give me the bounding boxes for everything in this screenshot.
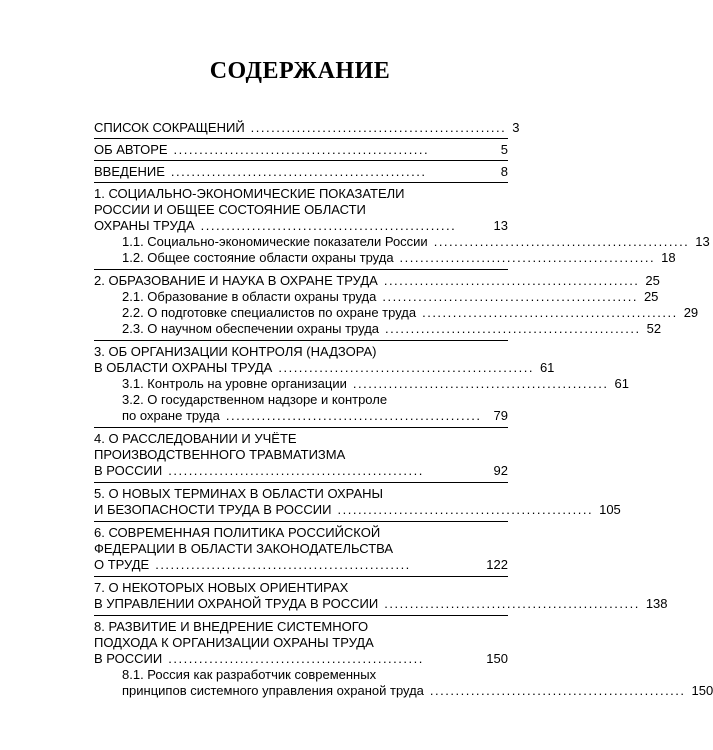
- toc-chapter-5: [94, 486, 621, 518]
- toc-entry-chapter-8[interactable]: [94, 619, 508, 667]
- toc-chapter-3: [94, 344, 629, 424]
- dot-leader: ..................................................: [429, 683, 686, 698]
- toc-entry-title: 2.1. Образование в области охраны труда: [122, 289, 377, 304]
- toc-chapter-4: [94, 431, 508, 479]
- toc-entry-title: 1.2. Общее состояние области охраны труда: [122, 250, 394, 265]
- toc-page-number: 52: [646, 321, 662, 336]
- dot-leader: ..................................................: [225, 408, 482, 423]
- toc-chapter-7: [94, 580, 668, 612]
- toc-chapter-8: [94, 619, 713, 699]
- toc-entry-title: 2.2. О подготовке специалистов по охране труда: [122, 305, 417, 320]
- dot-leader: ..................................................: [168, 651, 424, 666]
- dot-leader: ..................................................: [170, 164, 427, 179]
- toc-entry-title-last-line: В РОССИИ: [94, 651, 163, 666]
- toc-entry-3-2[interactable]: [94, 392, 508, 424]
- toc-entry-title-last-line: В ОБЛАСТИ ОХРАНЫ ТРУДА: [94, 360, 273, 375]
- dot-leader: ..................................................: [433, 234, 690, 249]
- toc-page-number: 122: [486, 557, 508, 572]
- toc-page-number: 13: [695, 234, 710, 249]
- dot-leader: ..................................................: [250, 120, 507, 135]
- toc-entry-title: 6. СОВРЕМЕННАЯ ПОЛИТИКА РОССИЙСКОЙ ФЕДЕРАЦИИ В ОБЛАСТИ ЗАКОНОДАТЕЛЬСТВА: [94, 525, 394, 556]
- dot-leader: ..................................................: [173, 142, 430, 157]
- dot-leader: ..................................................: [385, 321, 641, 336]
- dot-leader: ..................................................: [382, 289, 638, 304]
- toc-page-number: 150: [486, 651, 508, 666]
- toc-entry-2-1[interactable]: [94, 289, 659, 305]
- toc-entry-title: 1. СОЦИАЛЬНО-ЭКОНОМИЧЕСКИЕ ПОКАЗАТЕЛИ РОССИИ И ОБЩЕЕ СОСТОЯНИЕ ОБЛАСТИ: [94, 186, 405, 217]
- toc-page-number: 29: [683, 305, 699, 320]
- toc-entry-1-1[interactable]: [94, 234, 710, 250]
- dot-leader: ..................................................: [337, 502, 594, 517]
- toc-entry-chapter-3[interactable]: [94, 344, 555, 376]
- toc-page-number: 8: [500, 164, 508, 179]
- toc-page-number: 138: [645, 596, 668, 611]
- toc-entry-8-1[interactable]: [94, 667, 713, 699]
- toc-page-number: 5: [500, 142, 508, 157]
- dot-leader: ..................................................: [422, 305, 678, 320]
- toc-entry-abbreviations[interactable]: [94, 120, 520, 136]
- page-title: СОДЕРЖАНИЕ: [209, 58, 391, 84]
- dot-leader: ..................................................: [200, 218, 457, 233]
- toc-entry-title-last-line: по охране труда: [122, 408, 220, 423]
- dot-leader: ..................................................: [383, 273, 640, 288]
- toc-entry-title-last-line: В РОССИИ: [94, 463, 163, 478]
- toc-entry-title-last-line: принципов системного управления охраной труда: [122, 683, 424, 698]
- dot-leader: ..................................................: [352, 376, 609, 391]
- toc-entry-chapter-6[interactable]: [94, 525, 508, 573]
- dot-leader: ..................................................: [168, 463, 424, 478]
- dot-leader: ..................................................: [278, 360, 534, 375]
- toc-page-number: 13: [493, 218, 508, 233]
- dot-leader: ..................................................: [384, 596, 640, 611]
- toc-entry-title: 7. О НЕКОТОРЫХ НОВЫХ ОРИЕНТИРАХ: [94, 580, 349, 595]
- toc-entry-chapter-7[interactable]: [94, 580, 668, 612]
- toc-entry-2-2[interactable]: [94, 305, 699, 321]
- toc-entry-3-1[interactable]: [94, 376, 629, 392]
- toc-entry-title: 3.2. О государственном надзоре и контроле: [122, 392, 388, 407]
- toc-entry-title: ОБ АВТОРЕ: [94, 142, 168, 157]
- toc-entry-1-2[interactable]: [94, 250, 676, 266]
- toc-entry-title-last-line: ОХРАНЫ ТРУДА: [94, 218, 195, 233]
- toc-entry-chapter-4[interactable]: [94, 431, 508, 479]
- dot-leader: ..................................................: [399, 250, 656, 265]
- toc-entry-2-3[interactable]: [94, 321, 662, 337]
- toc-entry-title: 2.3. О научном обеспечении охраны труда: [122, 321, 380, 336]
- toc-page-number: 18: [661, 250, 676, 265]
- toc-entry-title: 8. РАЗВИТИЕ И ВНЕДРЕНИЕ СИСТЕМНОГО ПОДХОДА К ОРГАНИЗАЦИИ ОХРАНЫ ТРУДА: [94, 619, 374, 650]
- toc-chapter-1: [94, 186, 710, 266]
- toc-page-number: 61: [539, 360, 555, 375]
- toc-page-number: 150: [691, 683, 713, 698]
- toc-page-number: 25: [645, 273, 660, 288]
- toc-entry-title: 3.1. Контроль на уровне организации: [122, 376, 347, 391]
- toc-entry-title-last-line: В УПРАВЛЕНИИ ОХРАНОЙ ТРУДА В РОССИИ: [94, 596, 379, 611]
- toc-entry-title: СПИСОК СОКРАЩЕНИЙ: [94, 120, 245, 135]
- toc-chapter-6: [94, 525, 508, 573]
- toc-page-number: 92: [493, 463, 508, 478]
- toc-entry-title: 2. ОБРАЗОВАНИЕ И НАУКА В ОХРАНЕ ТРУДА: [94, 273, 378, 288]
- toc-page-number: 25: [643, 289, 659, 304]
- dot-leader: ..................................................: [155, 557, 411, 572]
- toc-chapter-2: [94, 273, 699, 337]
- toc-entry-title: 4. О РАССЛЕДОВАНИИ И УЧЁТЕ ПРОИЗВОДСТВЕННОГО ТРАВМАТИЗМА: [94, 431, 346, 462]
- toc-page-number: 61: [614, 376, 629, 391]
- toc-entry-title: 3. ОБ ОРГАНИЗАЦИИ КОНТРОЛЯ (НАДЗОРА): [94, 344, 377, 359]
- toc-entry-author[interactable]: [94, 142, 508, 158]
- toc-entry-title: 1.1. Социально-экономические показатели России: [122, 234, 428, 249]
- toc-entry-chapter-5[interactable]: [94, 486, 621, 518]
- toc-page-number: 3: [512, 120, 520, 135]
- toc-entry-title: 8.1. Россия как разработчик современных: [122, 667, 377, 682]
- toc-page-number: 79: [493, 408, 508, 423]
- toc-entry-chapter-2[interactable]: [94, 273, 660, 289]
- toc-entry-chapter-1[interactable]: [94, 186, 508, 234]
- toc-entry-title-last-line: О ТРУДЕ: [94, 557, 150, 572]
- table-of-contents: [94, 120, 713, 706]
- toc-page-number: 105: [599, 502, 621, 517]
- toc-entry-title: 5. О НОВЫХ ТЕРМИНАХ В ОБЛАСТИ ОХРАНЫ: [94, 486, 384, 501]
- toc-entry-title-last-line: И БЕЗОПАСНОСТИ ТРУДА В РОССИИ: [94, 502, 332, 517]
- toc-entry-title: ВВЕДЕНИЕ: [94, 164, 165, 179]
- toc-entry-introduction[interactable]: [94, 164, 508, 180]
